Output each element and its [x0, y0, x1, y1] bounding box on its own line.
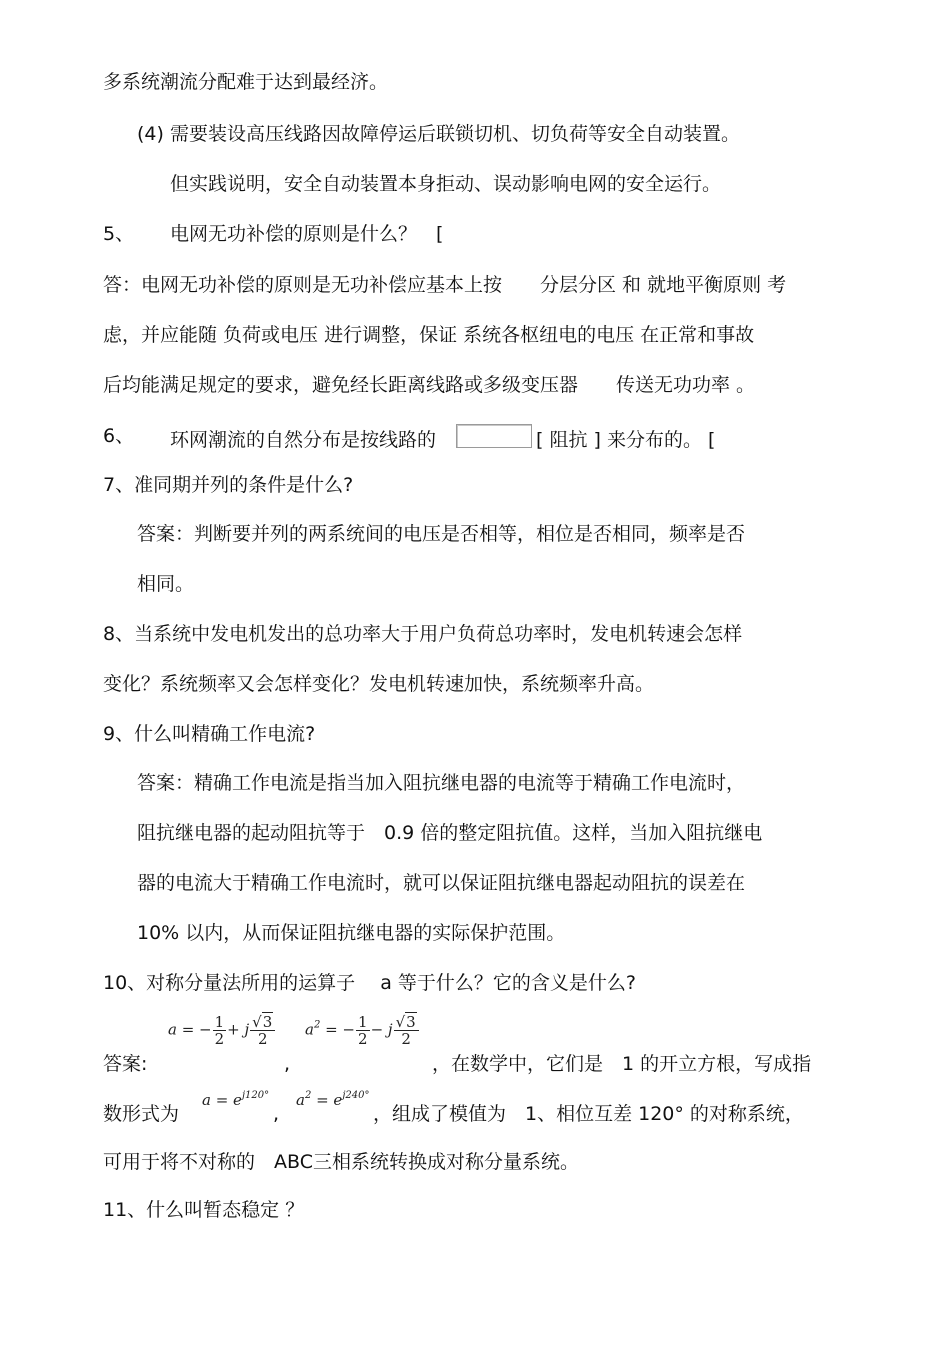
- answer-line: 答案：判断要并列的两系统间的电压是否相等，相位是否相同，频率是否: [137, 523, 746, 545]
- text-line: 多系统潮流分配难于达到最经济。: [103, 71, 389, 93]
- answer-line: 器的电流大于精确工作电流时，就可以保证阻抗继电器起动阻抗的误差在: [137, 872, 746, 894]
- question-tail: [ 阻抗 ] 来分布的。 [: [536, 429, 716, 451]
- answer-line: 后均能满足规定的要求，避免经长距离线路或多级变压器 传送无功功率 。: [103, 374, 756, 396]
- text-line: 但实践说明，安全自动装置本身拒动、误动影响电网的安全运行。: [170, 173, 722, 195]
- answer-line: 答案：精确工作电流是指当加入阻抗继电器的电流等于精确工作电流时，: [137, 772, 746, 794]
- answer-line: 阻抗继电器的起动阻抗等于 0.9 倍的整定阻抗值。这样，当加入阻抗继电: [137, 822, 763, 844]
- question-text: 电网无功补偿的原则是什么？ [: [170, 223, 444, 245]
- formula-a-exp: $a = e^{j120^\circ}$: [202, 1090, 270, 1109]
- answer-line: 相同。: [137, 573, 195, 595]
- question-line: 7、准同期并列的条件是什么?: [103, 474, 354, 496]
- text-line: (4) 需要装设高压线路因故障停运后联锁切机、切负荷等安全自动装置。: [137, 123, 740, 145]
- answer-line: 答：电网无功补偿的原则是无功补偿应基本上按 分层分区 和 就地平衡原则 考: [103, 274, 787, 296]
- question-number: 6、: [103, 425, 135, 447]
- answer-line: 数形式为: [103, 1103, 180, 1125]
- answer-line: 虑，并应能随 负荷或电压 进行调整，保证 系统各枢纽电的电压 在正常和事故: [103, 324, 755, 346]
- question-line: 8、当系统中发电机发出的总功率大于用户负荷总功率时，发电机转速会怎样: [103, 623, 743, 645]
- answer-line: 10% 以内，从而保证阻抗继电器的实际保护范围。: [137, 922, 566, 944]
- question-line: [170, 424, 716, 451]
- formula-a: a = − $\frac{1}{2}$ + j $\frac{√3}{2}$: [168, 1014, 276, 1047]
- question-line: 11、什么叫暂态稳定 ？: [103, 1199, 305, 1221]
- question-line: 变化？系统频率又会怎样变化？发电机转速加快，系统频率升高。: [103, 673, 655, 695]
- answer-label: 答案:: [103, 1053, 148, 1075]
- question-text: 环网潮流的自然分布是按线路的: [170, 429, 437, 451]
- question-number: 5、: [103, 223, 135, 245]
- answer-line: ，在数学中，它们是 1 的开立方根，写成指: [432, 1053, 812, 1075]
- formula-a-squared-exp: $a^2 = e^{j240^\circ}$: [296, 1090, 370, 1109]
- formula-a-squared: $a^2$ = − $\frac{1}{2}$ − j $\frac{√3}{2}$: [305, 1014, 420, 1047]
- separator: ,: [273, 1103, 280, 1125]
- answer-line: ，组成了模值为 1、相位互差 120° 的对称系统，: [373, 1103, 804, 1125]
- question-line: 10、对称分量法所用的运算子 a 等于什么？它的含义是什么?: [103, 972, 636, 994]
- separator: ,: [284, 1053, 291, 1075]
- question-line: 9、什么叫精确工作电流?: [103, 723, 316, 745]
- answer-blank-box: [456, 424, 532, 448]
- answer-line: 可用于将不对称的 ABC三相系统转换成对称分量系统。: [103, 1151, 579, 1173]
